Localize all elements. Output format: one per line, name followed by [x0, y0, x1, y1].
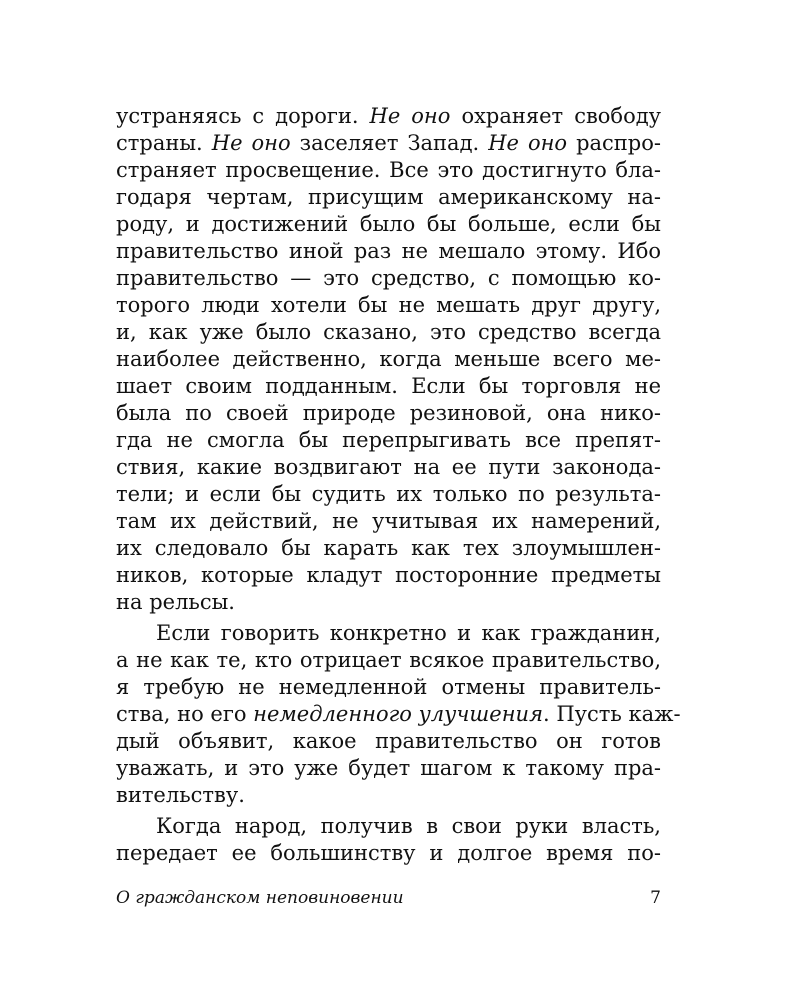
text-run: гда не смогла бы перепрыгивать все препят-: [116, 428, 661, 452]
text-line: [116, 674, 661, 701]
text-line: [116, 589, 661, 616]
text-run: правительство — это средство, с помощью ко-: [116, 266, 661, 290]
text-run: годаря чертам, присущим американскому на-: [116, 185, 661, 209]
text-run: охраняет свободу: [450, 104, 661, 128]
text-run: я требую не немедленной отмены правитель-: [116, 675, 661, 699]
text-line: [116, 620, 661, 647]
text-run: . Пусть каж-: [542, 702, 681, 726]
text-run: правительство иной раз не мешало этому. Ибо: [116, 239, 661, 263]
text-line: [116, 481, 661, 508]
text-line: [116, 454, 661, 481]
text-line: [116, 813, 661, 840]
text-run: шает своим подданным. Если бы торговля не: [116, 374, 661, 398]
paragraph: [116, 813, 661, 867]
text-run: Если говорить конкретно и как гражданин,: [156, 621, 661, 645]
text-line: [116, 157, 661, 184]
running-title: О гражданском неповиновении: [116, 888, 404, 908]
text-run: там их действий, не учитывая их намерений,: [116, 509, 661, 533]
text-run: передает ее большинству и долгое время по-: [116, 841, 661, 865]
text-run: ства, но его: [116, 702, 254, 726]
text-run: роду, и достижений было бы больше, если бы: [116, 212, 661, 236]
text-line: [116, 130, 661, 157]
text-line: [116, 562, 661, 589]
text-run: распро-: [567, 131, 661, 155]
text-line: [116, 427, 661, 454]
text-run: была по своей природе резиновой, она нико-: [116, 401, 661, 425]
text-run: уважать, и это уже будет шагом к такому пра-: [116, 756, 661, 780]
text-run: страняет просвещение. Все это достигнуто бла-: [116, 158, 661, 182]
text-line: [116, 701, 681, 728]
text-line: [116, 346, 661, 373]
text-line: [116, 238, 661, 265]
text-run: торого люди хотели бы не мешать друг другу,: [116, 293, 661, 317]
page-number: 7: [650, 888, 661, 908]
text-run: заселяет Запад.: [290, 131, 489, 155]
text-line: [116, 728, 661, 755]
text-line: [116, 400, 661, 427]
text-line: [116, 508, 661, 535]
text-line: [116, 782, 661, 809]
text-line: [116, 319, 661, 346]
text-run: наиболее действенно, когда меньше всего ме-: [116, 347, 661, 371]
text-line: [116, 184, 661, 211]
text-run: тели; и если бы судить их только по результа-: [116, 482, 661, 506]
text-run: ствия, какие воздвигают на ее пути законода-: [116, 455, 661, 479]
emphasized-text: Не оно: [488, 131, 568, 155]
text-run: на рельсы.: [116, 590, 235, 614]
text-run: и, как уже было сказано, это средство всегда: [116, 320, 661, 344]
text-line: [116, 755, 661, 782]
paragraph: [116, 620, 681, 809]
text-line: [116, 535, 661, 562]
emphasized-text: Не оно: [369, 104, 451, 128]
text-line: [116, 840, 661, 867]
text-run: устраняясь с дороги.: [116, 104, 370, 128]
text-run: ников, которые кладут посторонние предметы: [116, 563, 661, 587]
text-run: Когда народ, получив в свои руки власть,: [156, 814, 661, 838]
text-run: а не как те, кто отрицает всякое правительство,: [116, 648, 661, 672]
emphasized-text: немедленного улучшения: [253, 702, 543, 726]
text-line: [116, 292, 661, 319]
paragraph: [116, 103, 661, 616]
text-line: [116, 211, 661, 238]
page-footer: [116, 886, 661, 910]
text-line: [116, 647, 661, 674]
emphasized-text: Не оно: [211, 131, 291, 155]
text-run: вительству.: [116, 783, 245, 807]
text-line: [116, 103, 661, 130]
text-run: дый объявит, какое правительство он готов: [116, 729, 661, 753]
text-line: [116, 265, 661, 292]
body-text: [116, 103, 681, 867]
text-line: [116, 373, 661, 400]
text-run: страны.: [116, 131, 212, 155]
text-run: их следовало бы карать как тех злоумышлен-: [116, 536, 661, 560]
